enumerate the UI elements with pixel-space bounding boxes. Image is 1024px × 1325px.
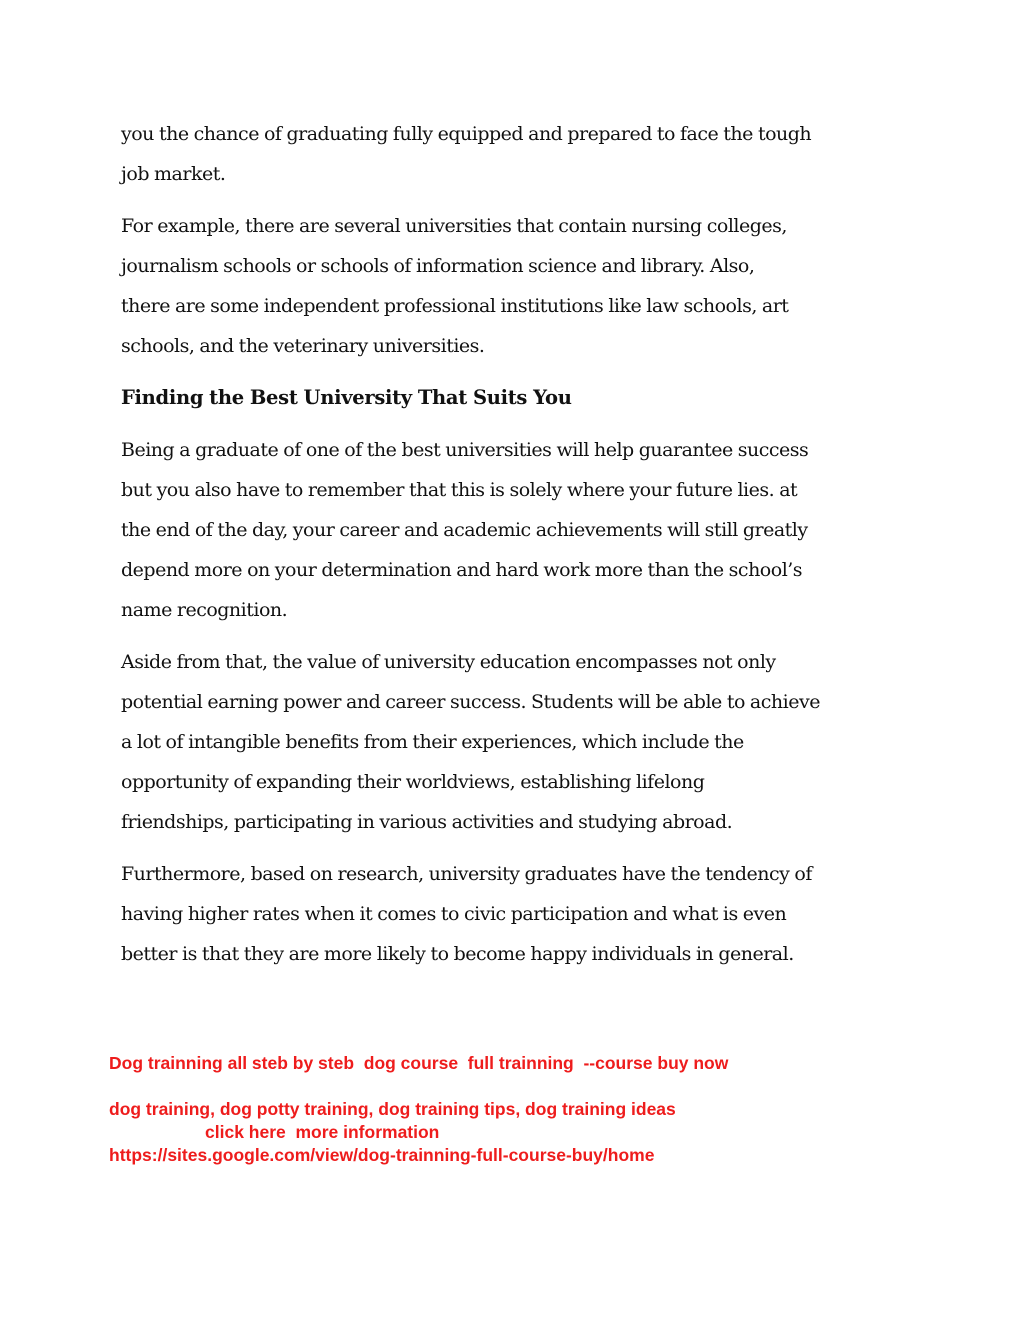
paragraph: Being a graduate of one of the best universities will help guarantee success but you also have to remember that this is solely where your future lies. at the end of the day, your career and academic achievements will still greatly depend more on your determination and hard work more than the school’s name recognition. bbox=[121, 439, 809, 621]
promo-keywords: dog training, dog potty training, dog training tips, dog training ideas bbox=[109, 1099, 676, 1119]
promo-url-link[interactable]: https://sites.google.com/view/dog-trainning-full-course-buy/home bbox=[109, 1145, 655, 1165]
paragraph: Aside from that, the value of university education encompasses not only potential earning power and career success. Students will be able to achieve a lot of intangible benefits from their experiences, which include the opportunity of expanding their worldviews, establishing lifelong friendships, participating in various activities and studying abroad. bbox=[121, 651, 820, 833]
promo-headline-link[interactable]: Dog trainning all steb by steb dog course full trainning --course buy now bbox=[109, 1053, 729, 1073]
paragraph: For example, there are several universities that contain nursing colleges, journalism schools or schools of information science and library. Also, there are some independent professional institutions like law schools, art schools, and the veterinary universities. bbox=[121, 215, 789, 357]
paragraph: Furthermore, based on research, university graduates have the tendency of having higher rates when it comes to civic participation and what is even better is that they are more likely to become happy individuals in general. bbox=[121, 863, 812, 965]
promo-click-here-link[interactable]: click here more information bbox=[205, 1122, 440, 1142]
paragraph: you the chance of graduating fully equipped and prepared to face the tough job market. bbox=[121, 123, 812, 185]
section-heading: Finding the Best University That Suits You bbox=[121, 386, 572, 409]
article-body bbox=[121, 114, 921, 986]
